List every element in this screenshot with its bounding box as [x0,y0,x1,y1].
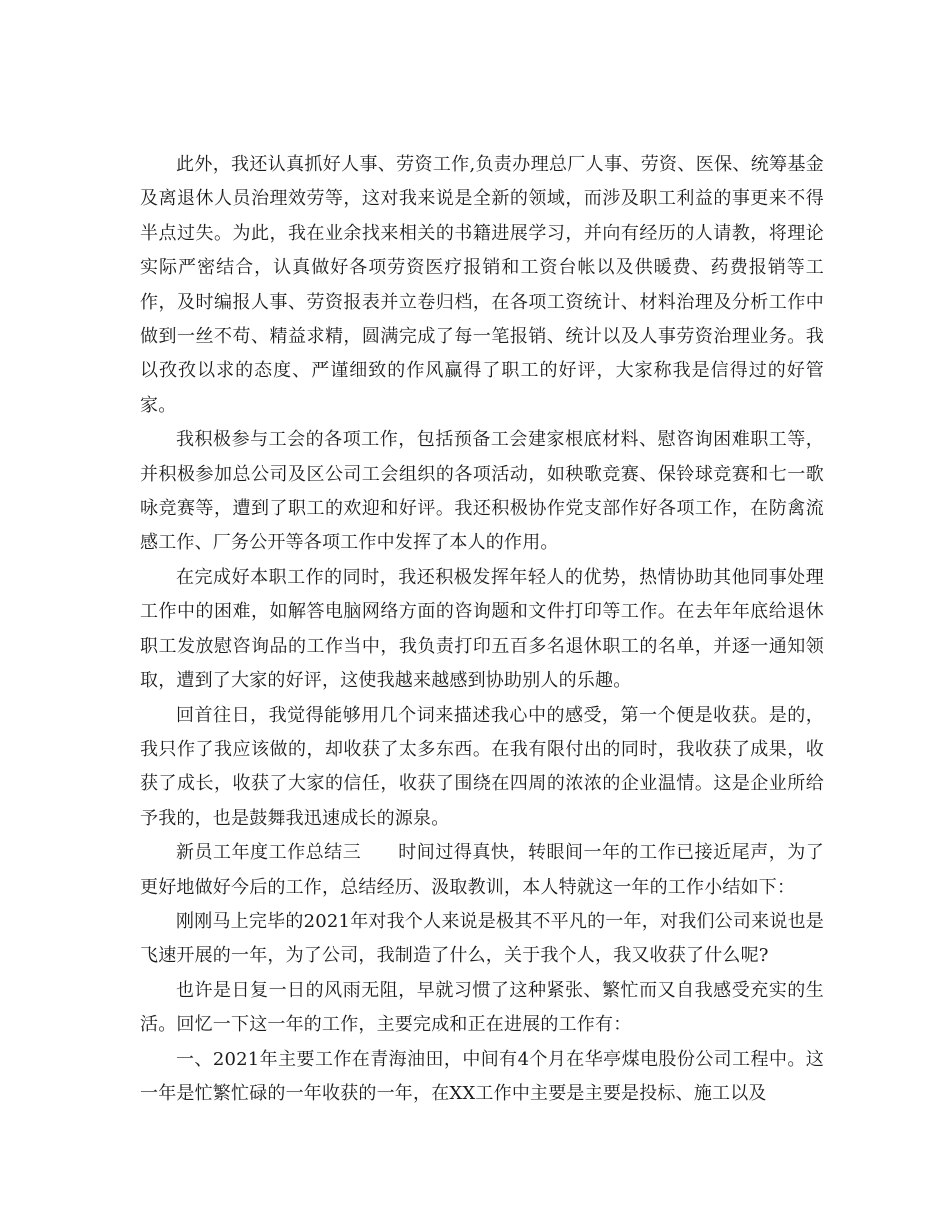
paragraph-personnel-work: 此外，我还认真抓好人事、劳资工作,负责办理总厂人事、劳资、医保、统筹基金及离退休人员治理效劳等，这对我来说是全新的领域，而涉及职工利益的事更来不得半点过失。为此，我在业余找来相关的书籍进展学习，并向有经历的人请教，将理论实际严密结合，认真做好各项劳资医疗报销和工资台帐以及供暖费、药费报销等工作，及时编报人事、劳资报表并立卷归档，在各项工资统计、材料治理及分析工作中做到一丝不苟、精益求精，圆满完成了每一笔报销、统计以及人事劳资治理业务。我以孜孜以求的态度、严谨细致的作风赢得了职工的好评，大家称我是信得过的好管家。 [140,154,824,416]
paragraph-main-work-2021: 一、2021年主要工作在青海油田，中间有4个月在华亭煤电股份公司工程中。这一年是忙繁忙碌的一年收获的一年，在XX工作中主要是主要是投标、施工以及 [140,1048,824,1104]
paragraph-union-work: 我积极参与工会的各项工作，包括预备工会建家根底材料、慰咨询困难职工等，并积极参加总公司及区公司工会组织的各项活动，如秧歌竞赛、保铃球竞赛和七一歌咏竞赛等，遭到了职工的欢迎和好评。我还积极协作党支部作好各项工作，在防禽流感工作、厂务公开等各项工作中发挥了本人的作用。 [140,429,824,554]
paragraph-reflection: 回首往日，我觉得能够用几个词来描述我心中的感受，第一个便是收获。是的，我只作了我应该做的，却收获了太多东西。在我有限付出的同时，我收获了成果，收获了成长，收获了大家的信任，收获了围绕在四周的浓浓的企业温情。这是企业所给予我的，也是鼓舞我迅速成长的源泉。 [140,704,824,829]
paragraph-summary-three-intro: 新员工年度工作总结三 时间过得真快，转眼间一年的工作已接近尾声，为了更好地做好今后的工作，总结经历、汲取教训，本人特就这一年的工作小结如下： [140,842,824,898]
paragraph-helping-colleagues: 在完成好本职工作的同时，我还积极发挥年轻人的优势，热情协助其他同事处理工作中的困难，如解答电脑网络方面的咨询题和文件打印等工作。在去年年底给退休职工发放慰咨询品的工作当中，我负责打印五百多名退休职工的名单，并逐一通知领取，遭到了大家的好评，这使我越来越感到协助别人的乐趣。 [140,566,824,692]
paragraph-year-overview: 刚刚马上完毕的2021年对我个人来说是极其不平凡的一年，对我们公司来说也是飞速开展的一年，为了公司，我制造了什么，关于我个人，我又收获了什么呢? [140,910,824,967]
document-body [140,148,824,1111]
paragraph-daily-routine: 也许是日复一日的风雨无阻，早就习惯了这种紧张、繁忙而又自我感受充实的生活。回忆一下这一年的工作，主要完成和正在进展的工作有： [140,979,824,1036]
